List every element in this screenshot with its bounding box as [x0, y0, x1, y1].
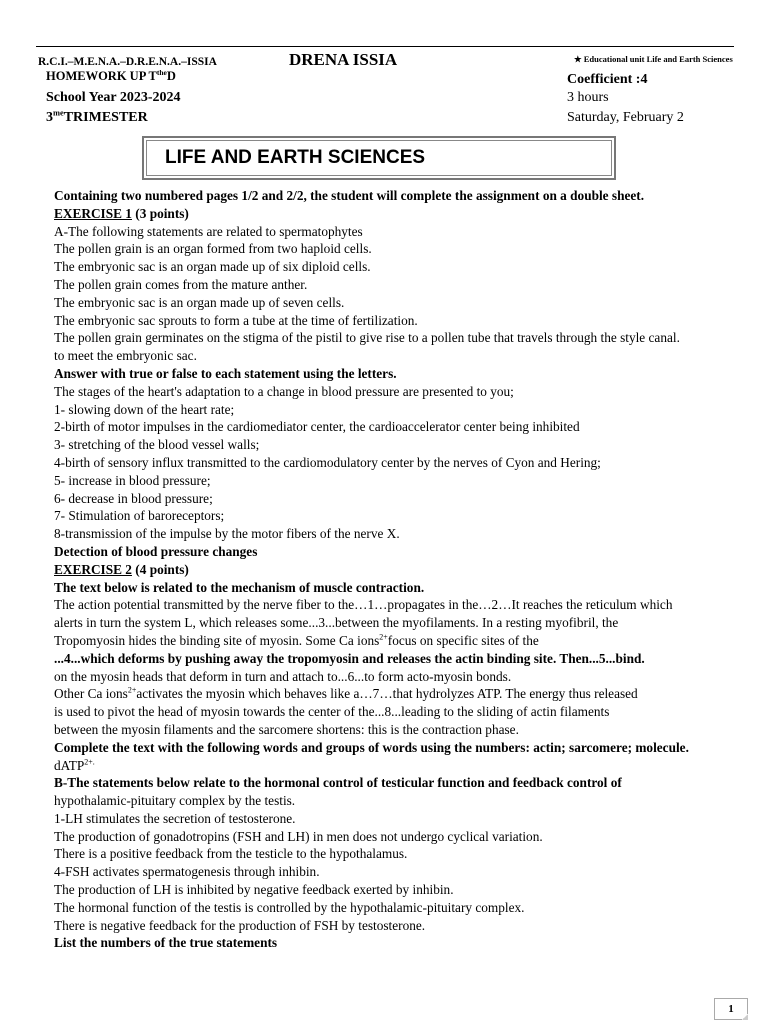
statement-b: The production of LH is inhibited by negative feedback exerted by inhibin.: [54, 882, 454, 898]
duration: 3 hours: [567, 90, 609, 105]
statement-b: There is negative feedback for the production of FSH by testosterone.: [54, 917, 426, 933]
exercise2-points: (4 points): [131, 561, 189, 577]
stage-item: 5- increase in blood pressure;: [54, 472, 211, 488]
stage-item: 1- slowing down of the heart rate;: [54, 401, 235, 417]
stage-item: 6- decrease in blood pressure;: [54, 490, 213, 506]
paragraph-line: The action potential transmitted by the nerve fiber to the…1…propagates in the…2…It reaches the reticulum which: [54, 597, 673, 613]
paragraph-fragment: focus on specific sites of the: [387, 632, 539, 648]
statement-b: The hormonal function of the testis is controlled by the hypothalamic-pituitary complex.: [54, 899, 525, 915]
paragraph-line: is used to pivot the head of myosin towards the center of the...8...leading to the sliding of actin filaments: [54, 704, 610, 720]
paragraph-fragment: Tropomyosin hides the binding site of myosin. Some Ca ions: [54, 632, 380, 648]
intro-text: Containing two numbered pages 1/2 and 2/2, the student will complete the assignment on a double sheet.: [54, 188, 645, 203]
statement: The pollen grain germinates on the stigma of the pistil to give rise to a pollen tube that travels through the style canal.: [54, 330, 680, 346]
paragraph-fragment: activates the myosin which behaves like a…7…that hydrolyzes ATP. The energy thus released: [136, 686, 638, 702]
statement: The embryonic sac is an organ made up of seven cells.: [54, 294, 345, 310]
homework-sup: the: [156, 67, 167, 77]
exam-date: Saturday, February 2: [567, 110, 684, 125]
title-box: [142, 136, 616, 180]
stage-item: 8-transmission of the impulse by the motor fibers of the nerve X.: [54, 526, 400, 542]
complete-instruction: Complete the text with the following words and groups of words using the numbers: actin; sarcomere; molecule.: [54, 739, 689, 755]
unit-note-text: Educational unit Life and Earth Sciences: [583, 54, 733, 64]
statement: The embryonic sac sprouts to form a tube at the time of fertilization.: [54, 312, 418, 328]
part-b-intro: B-The statements below relate to the hormonal control of testicular function and feedback control of: [54, 775, 622, 791]
part-b-intro-cont: hypothalamic-pituitary complex by the testis.: [54, 793, 296, 809]
paragraph-line: between the myosin filaments and the sarcomere shortens: this is the contraction phase.: [54, 721, 519, 737]
statement: The embryonic sac is an organ made up of six diploid cells.: [54, 259, 371, 275]
paragraph-line: alerts in turn the system L, which releases some...3...between the myofilaments. In a resting myofibril, the: [54, 615, 619, 631]
stage-item: 4-birth of sensory influx transmitted to the cardiomodulatory center by the nerves of Cyon and Hering;: [54, 454, 601, 470]
stage-item: 7- Stimulation of baroreceptors;: [54, 508, 225, 524]
paragraph-line: on the myosin heads that deform in turn and attach to...6...to form acto-myosin bonds.: [54, 668, 512, 684]
page-number-text: 1: [728, 1003, 734, 1015]
exercise1-points: (3 points): [131, 205, 189, 221]
statement-b: The production of gonadotropins (FSH and LH) in men does not undergo cyclical variation.: [54, 828, 543, 844]
top-rule: [36, 46, 734, 47]
homework-line: [46, 69, 176, 84]
page-title: LIFE AND EARTH SCIENCES: [146, 140, 612, 176]
final-instruction: List the numbers of the true statements: [54, 935, 278, 951]
statement-b: There is a positive feedback from the testicle to the hypothalamus.: [54, 846, 408, 862]
superscript: 2+: [127, 685, 137, 695]
paragraph-fragment: Other Ca ions: [54, 686, 128, 702]
center-title: DRENA ISSIA: [289, 50, 398, 69]
statement: to meet the embryonic sac.: [54, 348, 197, 364]
page-fold-corner: [742, 1014, 748, 1020]
trimester-word: TRIMESTER: [63, 110, 148, 125]
statement-b: 1-LH stimulates the secretion of testosterone.: [54, 810, 296, 826]
true-false-instruction: Answer with true or false to each statement using the letters.: [54, 365, 397, 381]
homework-prefix: HOMEWORK UP T: [46, 69, 157, 83]
datp-line: [54, 757, 744, 775]
paragraph-line: [54, 632, 744, 650]
unit-note: [574, 54, 733, 65]
muscle-text-intro: The text below is related to the mechanism of muscle contraction.: [54, 579, 425, 595]
statement-b: 4-FSH activates spermatogenesis through inhibin.: [54, 864, 320, 880]
trimester-sup: me: [53, 108, 64, 118]
statement: The pollen grain comes from the mature anther.: [54, 276, 308, 292]
school-year: School Year 2023-2024: [46, 90, 181, 105]
paragraph-line: [54, 685, 744, 703]
exercise1-title: EXERCISE 1: [54, 205, 132, 221]
superscript: 2+.: [84, 757, 95, 767]
paragraph-line: ...4...which deforms by pushing away the tropomyosin and releases the actin binding site. Then...5...bind.: [54, 650, 645, 666]
stage-item: 2-birth of motor impulses in the cardiomediator center, the cardioaccelerator center being inhibited: [54, 419, 580, 435]
trimester-num: 3: [46, 110, 53, 125]
homework-suffix: D: [166, 69, 176, 83]
exercise2-title: EXERCISE 2: [54, 561, 132, 577]
part-a-intro: A-The following statements are related to spermatophytes: [54, 223, 363, 239]
exercise2-heading: [54, 561, 744, 579]
detection-heading: Detection of blood pressure changes: [54, 543, 258, 559]
datp-text: dATP: [54, 757, 85, 773]
coefficient: Coefficient :4: [567, 72, 648, 87]
exercise1-heading: [54, 205, 744, 223]
stages-intro: The stages of the heart's adaptation to a change in blood pressure are presented to you;: [54, 383, 514, 399]
star-icon: ★: [574, 54, 582, 64]
org-header: R.C.I.–M.E.N.A.–D.R.E.N.A.–ISSIA: [38, 56, 217, 68]
superscript: 2+: [379, 632, 388, 642]
statement: The pollen grain is an organ formed from two haploid cells.: [54, 241, 372, 257]
document-body: [54, 187, 744, 952]
stage-item: 3- stretching of the blood vessel walls;: [54, 437, 260, 453]
page-number: [714, 998, 748, 1020]
trimester: [46, 110, 148, 126]
